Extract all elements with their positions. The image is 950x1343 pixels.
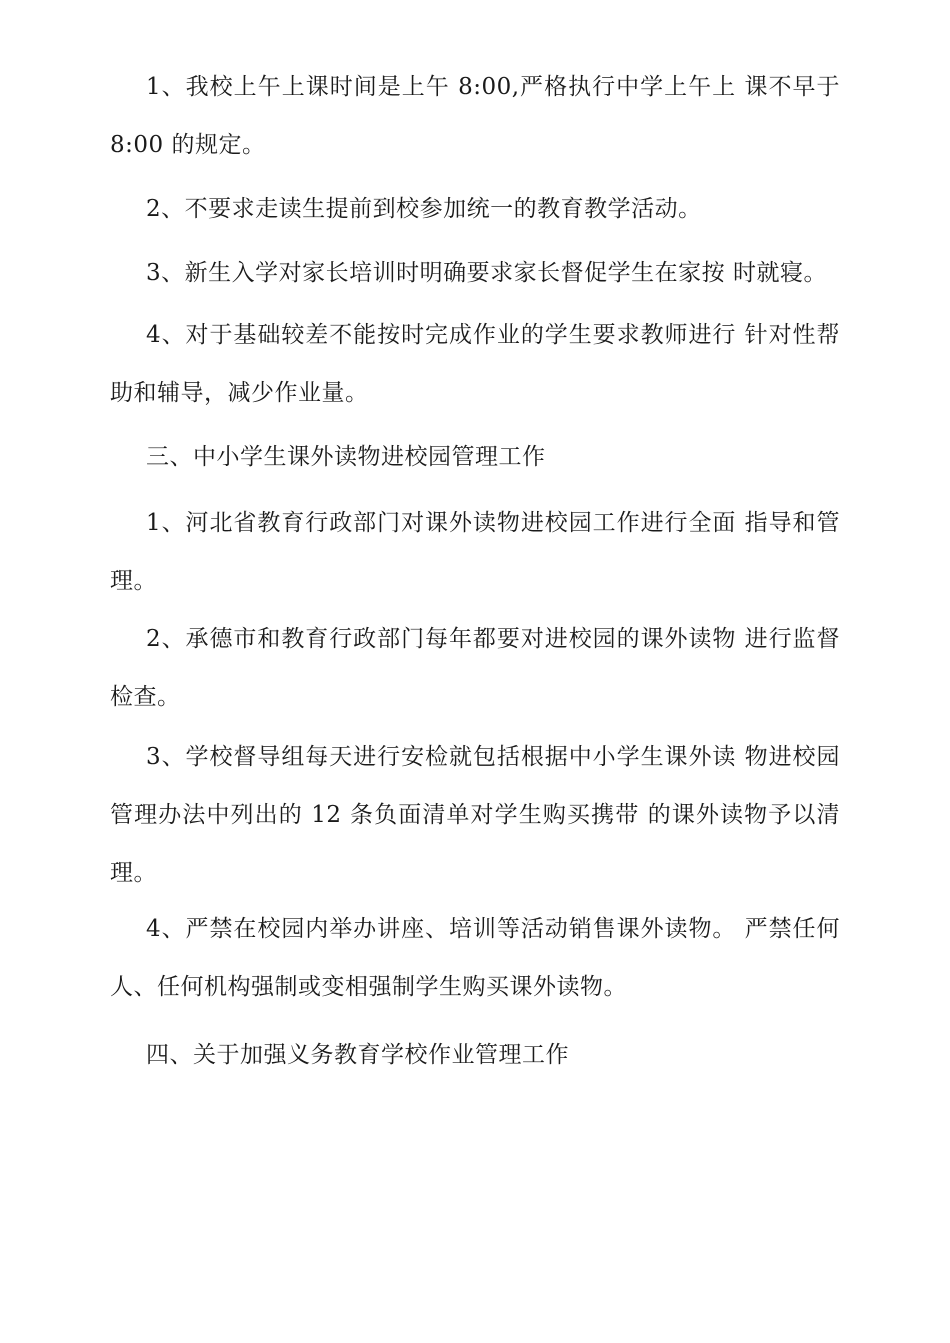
paragraph-province-guidance: 1、河北省教育行政部门对课外读物进校园工作进行全面 指导和管理。 bbox=[110, 510, 840, 594]
paragraph-homework-help: 4、对于基础较差不能按时完成作业的学生要求教师进行 针对性帮助和辅导，减少作业量。 bbox=[110, 322, 840, 406]
paragraph-parent-training: 3、新生入学对家长培训时明确要求家长督促学生在家按 时就寝。 bbox=[146, 260, 827, 286]
section-heading-three: 三、中小学生课外读物进校园管理工作 bbox=[146, 444, 546, 470]
paragraph-class-time: 1、我校上午上课时间是上午 8:00,严格执行中学上午上 课不早于 8:00 的规定。 bbox=[110, 74, 840, 158]
paragraph-sales-ban: 4、严禁在校园内举办讲座、培训等活动销售课外读物。 严禁任何人、任何机构强制或变相强制学生购买课外读物。 bbox=[110, 916, 840, 1000]
paragraph-city-inspection: 2、承德市和教育行政部门每年都要对进校园的课外读物 进行监督检查。 bbox=[110, 626, 840, 710]
paragraph-school-inspection: 3、学校督导组每天进行安检就包括根据中小学生课外读 物进校园管理办法中列出的 12 条负面清单对学生购买携带 的课外读物予以清理。 bbox=[110, 744, 840, 886]
section-heading-four: 四、关于加强义务教育学校作业管理工作 bbox=[146, 1042, 569, 1068]
paragraph-commuter-students: 2、不要求走读生提前到校参加统一的教育教学活动。 bbox=[146, 196, 702, 222]
